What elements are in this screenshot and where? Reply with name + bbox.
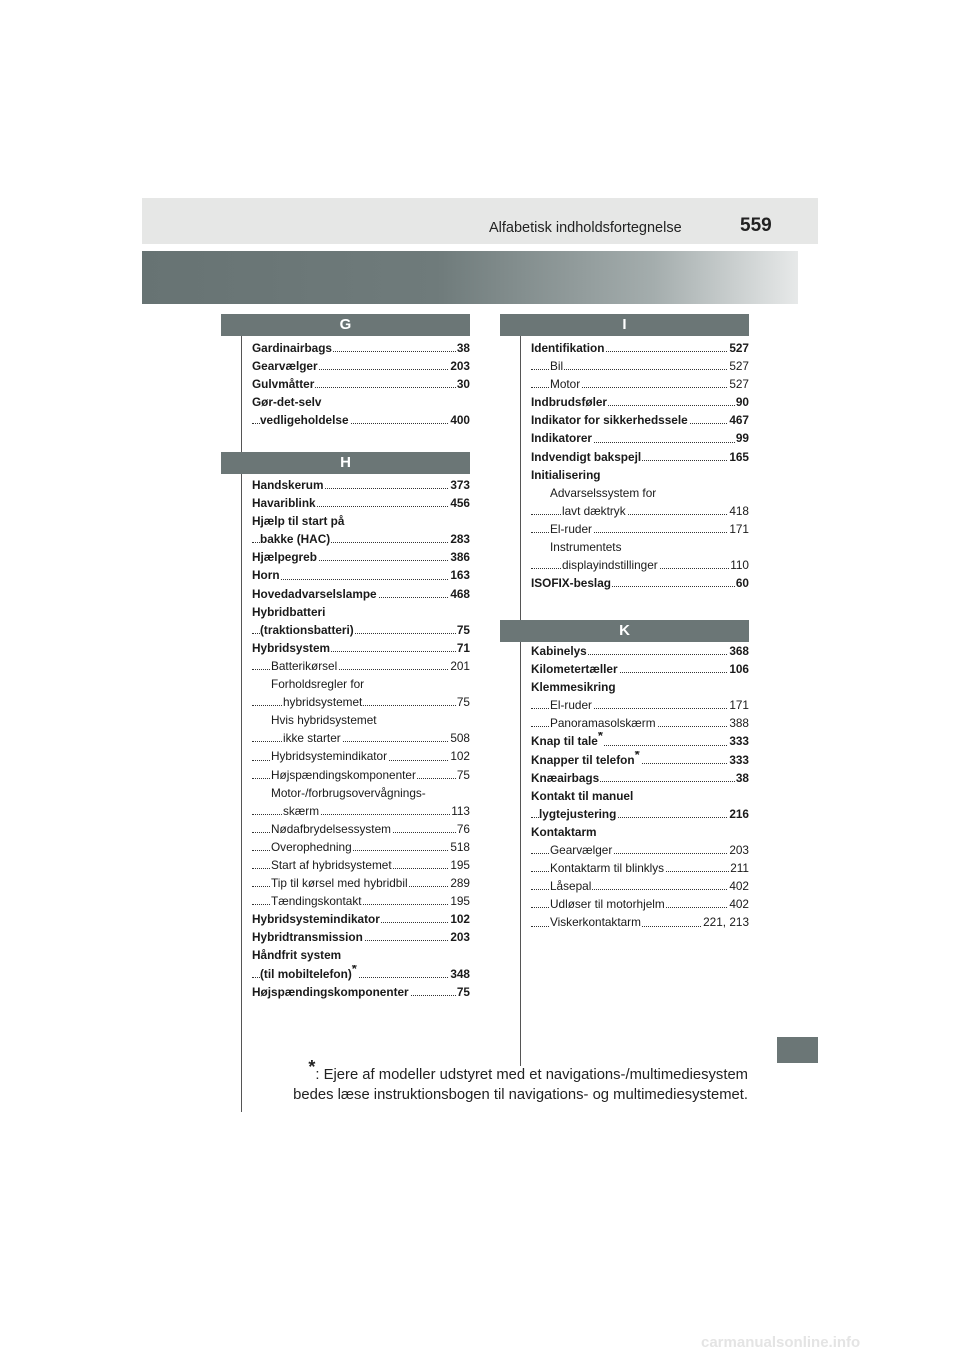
index-entry-text [283, 731, 342, 745]
page-reference: 508 [449, 729, 470, 747]
index-entry-text [550, 879, 592, 893]
index-entry-text [252, 948, 342, 962]
index-entry [531, 466, 749, 484]
page-reference: 373 [449, 476, 470, 494]
index-entry [531, 678, 749, 696]
page-reference: 456 [449, 494, 470, 512]
index-entry-text [531, 576, 612, 590]
index-entry [252, 946, 470, 964]
entry-label: Instrumentets [550, 540, 622, 555]
index-entry [252, 747, 470, 765]
index-entry-text [531, 450, 642, 464]
entry-label: vedligeholdelse [260, 413, 349, 428]
index-entry-text [531, 750, 641, 767]
index-entry-text [252, 478, 324, 492]
footnote-marker: * [634, 750, 640, 762]
entry-label: Hybridbatteri [252, 604, 326, 619]
entry-label: Gør-det-selv [252, 395, 322, 410]
index-entry [252, 566, 470, 584]
entry-label: ikke starter [283, 731, 341, 746]
entry-label: Overophedning [271, 839, 352, 854]
index-entry [252, 494, 470, 512]
entry-label: Forholdsregler for [271, 677, 365, 692]
page-reference: 467 [728, 411, 749, 429]
entry-label: Initialisering [531, 467, 601, 482]
index-entry [252, 639, 470, 657]
page-reference: 203 [449, 357, 470, 375]
page-reference: 203 [728, 841, 749, 859]
index-entry-text [252, 359, 319, 373]
entry-label: Kontaktarm til blinklys [550, 861, 665, 876]
watermark-text: carmanualsonline.info [701, 1334, 861, 1351]
index-entry-text [271, 858, 393, 872]
entry-label: lygtejustering [539, 806, 617, 821]
page-reference: 163 [449, 566, 470, 584]
index-entry-text [252, 930, 364, 944]
page-reference: 171 [728, 520, 749, 538]
entry-label: Indikatorer [531, 431, 592, 446]
page-reference: 402 [728, 895, 749, 913]
page-reference: 283 [449, 530, 470, 548]
index-entry [252, 512, 470, 530]
index-entry [252, 983, 470, 1001]
entry-label: Horn [252, 568, 280, 583]
index-entry [252, 802, 470, 820]
entry-label: Kabinelys [531, 644, 587, 658]
index-entry [252, 965, 470, 983]
entry-label: (til mobiltelefon) [260, 966, 352, 981]
index-entry [531, 823, 749, 841]
index-entry [252, 603, 470, 621]
index-entry [252, 874, 470, 892]
index-entry-text [271, 822, 392, 836]
page-reference: 400 [449, 411, 470, 429]
index-entry-text [252, 395, 323, 409]
index-entry [531, 357, 749, 375]
index-entry [252, 411, 470, 429]
leader-dots [252, 579, 470, 580]
page-reference: 221, 213 [702, 913, 749, 931]
entry-label: Gearvælger [550, 843, 613, 858]
entry-label: ISOFIX-beslag [531, 576, 611, 591]
entry-label: Højspændingskomponenter [271, 767, 416, 782]
decorative-band [142, 251, 798, 304]
index-entry-text [252, 341, 333, 355]
entry-label: Knap til tale [531, 734, 598, 749]
section-header-h: H [221, 452, 470, 474]
page-reference: 216 [728, 805, 749, 823]
page-reference: 195 [449, 892, 470, 910]
index-entry-text [271, 840, 353, 854]
index-entry [252, 657, 470, 675]
index-entry [252, 476, 470, 494]
section-header-g: G [221, 314, 470, 336]
page-reference: 90 [735, 393, 749, 411]
entry-label: Kontaktarm [531, 824, 597, 839]
entry-label: Havariblink [252, 496, 316, 511]
index-entry-text [550, 716, 657, 730]
index-entry [252, 892, 470, 910]
index-entry-text [260, 413, 350, 427]
index-entry-text [531, 771, 600, 785]
index-entry-text [550, 359, 564, 373]
index-entry-text [271, 659, 338, 673]
entry-label: Gardinairbags [252, 341, 332, 355]
index-entry [252, 530, 470, 548]
page-reference: 418 [728, 502, 749, 520]
entry-label: Knæairbags [531, 770, 600, 785]
section-header-i: I [500, 314, 749, 336]
entry-label: bakke (HAC) [260, 532, 331, 547]
page-reference: 518 [449, 838, 470, 856]
index-entry-text [531, 789, 634, 803]
index-entry-text [252, 641, 331, 655]
index-entry-text [252, 496, 317, 510]
index-entry [531, 732, 749, 750]
page-reference: 75 [456, 766, 470, 784]
entry-label: Identifikation [531, 341, 605, 355]
middle-column-rule [520, 335, 521, 1066]
index-entry [252, 820, 470, 838]
index-entry-text [252, 550, 318, 564]
page-reference: 468 [449, 585, 470, 603]
entry-label: Panoramasolskærm [550, 716, 656, 731]
index-entry-text [271, 876, 409, 890]
entry-label: skærm [283, 803, 320, 818]
page-reference: 75 [456, 621, 470, 639]
page-reference: 289 [449, 874, 470, 892]
index-entry-text [531, 468, 602, 482]
index-entry-text [271, 749, 388, 763]
index-entry-text [531, 644, 588, 658]
page-reference: 527 [728, 357, 749, 375]
entry-label: Hjælp til start på [252, 514, 345, 529]
index-entry-text [550, 698, 593, 712]
index-entry-text [550, 897, 666, 911]
footnote-star: * [308, 1057, 316, 1078]
index-entry-text [260, 623, 355, 637]
entry-label: El-ruder [550, 521, 592, 536]
index-entry-text [271, 713, 378, 727]
entry-label: Motor-/forbrugsovervågnings- [271, 785, 426, 800]
page-reference: 75 [456, 983, 470, 1001]
index-entry [252, 729, 470, 747]
index-entry [252, 585, 470, 603]
page-reference: 388 [728, 714, 749, 732]
entry-label: Handskerum [252, 478, 324, 492]
index-entry-text [550, 843, 613, 857]
index-entry [252, 766, 470, 784]
index-entry [531, 751, 749, 769]
entry-label: Tip til kørsel med hybridbil [271, 876, 408, 891]
index-entry [531, 538, 749, 556]
entry-label: Start af hybridsystemet [271, 857, 392, 872]
page-reference: 102 [449, 910, 470, 928]
index-list-g [252, 339, 470, 429]
page-reference: 527 [728, 339, 749, 357]
index-entry-text [531, 395, 608, 409]
index-entry [531, 429, 749, 447]
index-entry [252, 693, 470, 711]
entry-label: Batterikørsel [271, 658, 338, 673]
entry-label: Gearvælger [252, 359, 318, 374]
entry-label: Advarselssystem for [550, 485, 657, 500]
index-entry-text [252, 985, 410, 999]
entry-label: Håndfrit system [252, 948, 342, 963]
footnote-marker: * [597, 732, 603, 744]
page-reference: 165 [728, 448, 749, 466]
index-entry-text [531, 341, 605, 355]
index-entry [531, 556, 749, 574]
index-entry-text [271, 768, 417, 782]
index-entry [252, 675, 470, 693]
index-entry [531, 714, 749, 732]
entry-label: Viskerkontaktarm [550, 915, 641, 930]
footnote-marker: * [351, 964, 357, 976]
page-reference: 106 [728, 660, 749, 678]
index-entry-text [539, 807, 617, 821]
index-entry [531, 502, 749, 520]
entry-label: hybridsystemet [283, 695, 363, 710]
page-reference: 348 [449, 965, 470, 983]
entry-label: (traktionsbatteri) [260, 622, 354, 637]
index-entry-text [550, 522, 593, 536]
index-entry-text [260, 532, 331, 546]
header-bar [142, 198, 818, 244]
index-entry-text [531, 734, 604, 748]
index-entry [252, 375, 470, 393]
page-reference: 30 [456, 375, 470, 393]
entry-label: Knapper til telefon [531, 752, 635, 767]
index-entry [531, 642, 749, 660]
entry-label: Højspændingskomponenter [252, 984, 409, 999]
index-entry [531, 339, 749, 357]
entry-label: Indvendigt bakspejl [531, 449, 642, 464]
index-entry [531, 913, 749, 931]
page-reference: 113 [450, 802, 470, 820]
page-number: 559 [740, 215, 772, 236]
index-entry [531, 787, 749, 805]
page-reference: 211 [729, 859, 749, 877]
footnote [258, 1057, 748, 1105]
index-entry [531, 769, 749, 787]
index-entry [531, 859, 749, 877]
entry-label: Nødafbrydelsessystem [271, 821, 391, 836]
index-entry-text [550, 540, 622, 554]
page-reference: 76 [456, 820, 470, 838]
index-entry-text [531, 680, 617, 694]
entry-label: Bil [550, 359, 564, 374]
page-reference: 102 [449, 747, 470, 765]
index-entry-text [271, 677, 365, 691]
index-entry-text [260, 964, 358, 981]
index-entry [252, 838, 470, 856]
index-entry [252, 711, 470, 729]
index-entry-text [531, 662, 619, 676]
index-entry [531, 660, 749, 678]
page-reference: 110 [729, 556, 749, 574]
index-entry [531, 895, 749, 913]
index-entry-text [531, 825, 598, 839]
page-reference: 75 [456, 693, 470, 711]
index-entry [531, 484, 749, 502]
index-entry-text [531, 413, 689, 427]
page-reference: 527 [728, 375, 749, 393]
page-reference: 38 [735, 769, 749, 787]
index-entry-text [283, 804, 320, 818]
index-entry [252, 393, 470, 411]
index-list-k [531, 642, 749, 932]
index-entry-text [252, 377, 315, 391]
section-header-k: K [500, 620, 749, 642]
entry-label: Hjælpegreb [252, 550, 317, 565]
entry-label: Låsepal [550, 879, 592, 894]
page-reference: 201 [449, 657, 470, 675]
page-reference: 171 [728, 696, 749, 714]
page-reference: 402 [728, 877, 749, 895]
entry-label: El-ruder [550, 698, 592, 713]
page-reference: 333 [728, 751, 749, 769]
index-entry [531, 805, 749, 823]
entry-label: Hybridsystemindikator [252, 912, 380, 927]
page-reference: 99 [735, 429, 749, 447]
index-entry [252, 621, 470, 639]
index-entry [531, 696, 749, 714]
index-entry [252, 856, 470, 874]
index-entry [531, 411, 749, 429]
index-entry-text [252, 587, 378, 601]
watermark-logo [701, 1333, 941, 1351]
page-reference: 71 [456, 639, 470, 657]
footnote-line-2: bedes læse instruktionsbogen til navigations- og multimediesystemet. [293, 1087, 748, 1103]
entry-label: Hovedadvarselslampe [252, 586, 377, 601]
index-entry [531, 393, 749, 411]
index-entry-text [562, 504, 627, 518]
entry-label: Indbrudsføler [531, 395, 608, 410]
index-entry [531, 375, 749, 393]
index-entry-text [550, 486, 657, 500]
index-entry [531, 841, 749, 859]
index-entry [252, 928, 470, 946]
index-thumb-tab [777, 1037, 818, 1063]
entry-label: Hvis hybridsystemet [271, 713, 377, 728]
chapter-title: Alfabetisk indholdsfortegnelse [489, 220, 682, 236]
index-entry [252, 910, 470, 928]
entry-label: lavt dæktryk [562, 503, 626, 518]
page-reference: 386 [449, 548, 470, 566]
page-reference: 333 [728, 732, 749, 750]
entry-label: Hybridsystem [252, 640, 331, 655]
page-reference: 203 [449, 928, 470, 946]
index-entry [252, 357, 470, 375]
index-entry-text [271, 894, 363, 908]
index-list-h [252, 476, 470, 1001]
entry-label: Tændingskontakt [271, 894, 362, 909]
index-entry-text [550, 377, 581, 391]
index-entry [531, 877, 749, 895]
entry-label: displayindstillinger [562, 558, 658, 573]
entry-label: Gulvmåtter [252, 377, 315, 392]
entry-label: Klemmesikring [531, 680, 616, 695]
index-list-i [531, 339, 749, 592]
index-entry-text [550, 915, 642, 929]
entry-label: Hybridsystemindikator [271, 749, 388, 764]
index-entry-text [252, 912, 381, 926]
index-entry-text [271, 786, 427, 800]
index-entry-text [562, 558, 659, 572]
index-entry [252, 548, 470, 566]
index-entry-text [252, 568, 281, 582]
index-entry [531, 520, 749, 538]
entry-label: Kilometertæller [531, 662, 618, 677]
index-entry [252, 339, 470, 357]
page-reference: 195 [449, 856, 470, 874]
entry-label: Kontakt til manuel [531, 788, 634, 803]
index-entry [531, 574, 749, 592]
index-entry [252, 784, 470, 802]
footnote-line-1: : Ejere af modeller udstyret med et navigations-/multimediesystem [315, 1067, 748, 1083]
index-entry-text [531, 431, 593, 445]
page-reference: 38 [456, 339, 470, 357]
entry-label: Indikator for sikkerhedssele [531, 413, 688, 428]
index-entry-text [550, 861, 665, 875]
entry-label: Hybridtransmission [252, 930, 363, 945]
index-entry-text [252, 514, 345, 528]
page-reference: 60 [735, 574, 749, 592]
entry-label: Udløser til motorhjelm [550, 897, 665, 912]
entry-label: Motor [550, 377, 581, 392]
page-reference: 368 [728, 642, 749, 660]
index-entry-text [283, 695, 363, 709]
index-entry [531, 448, 749, 466]
index-entry-text [252, 605, 326, 619]
